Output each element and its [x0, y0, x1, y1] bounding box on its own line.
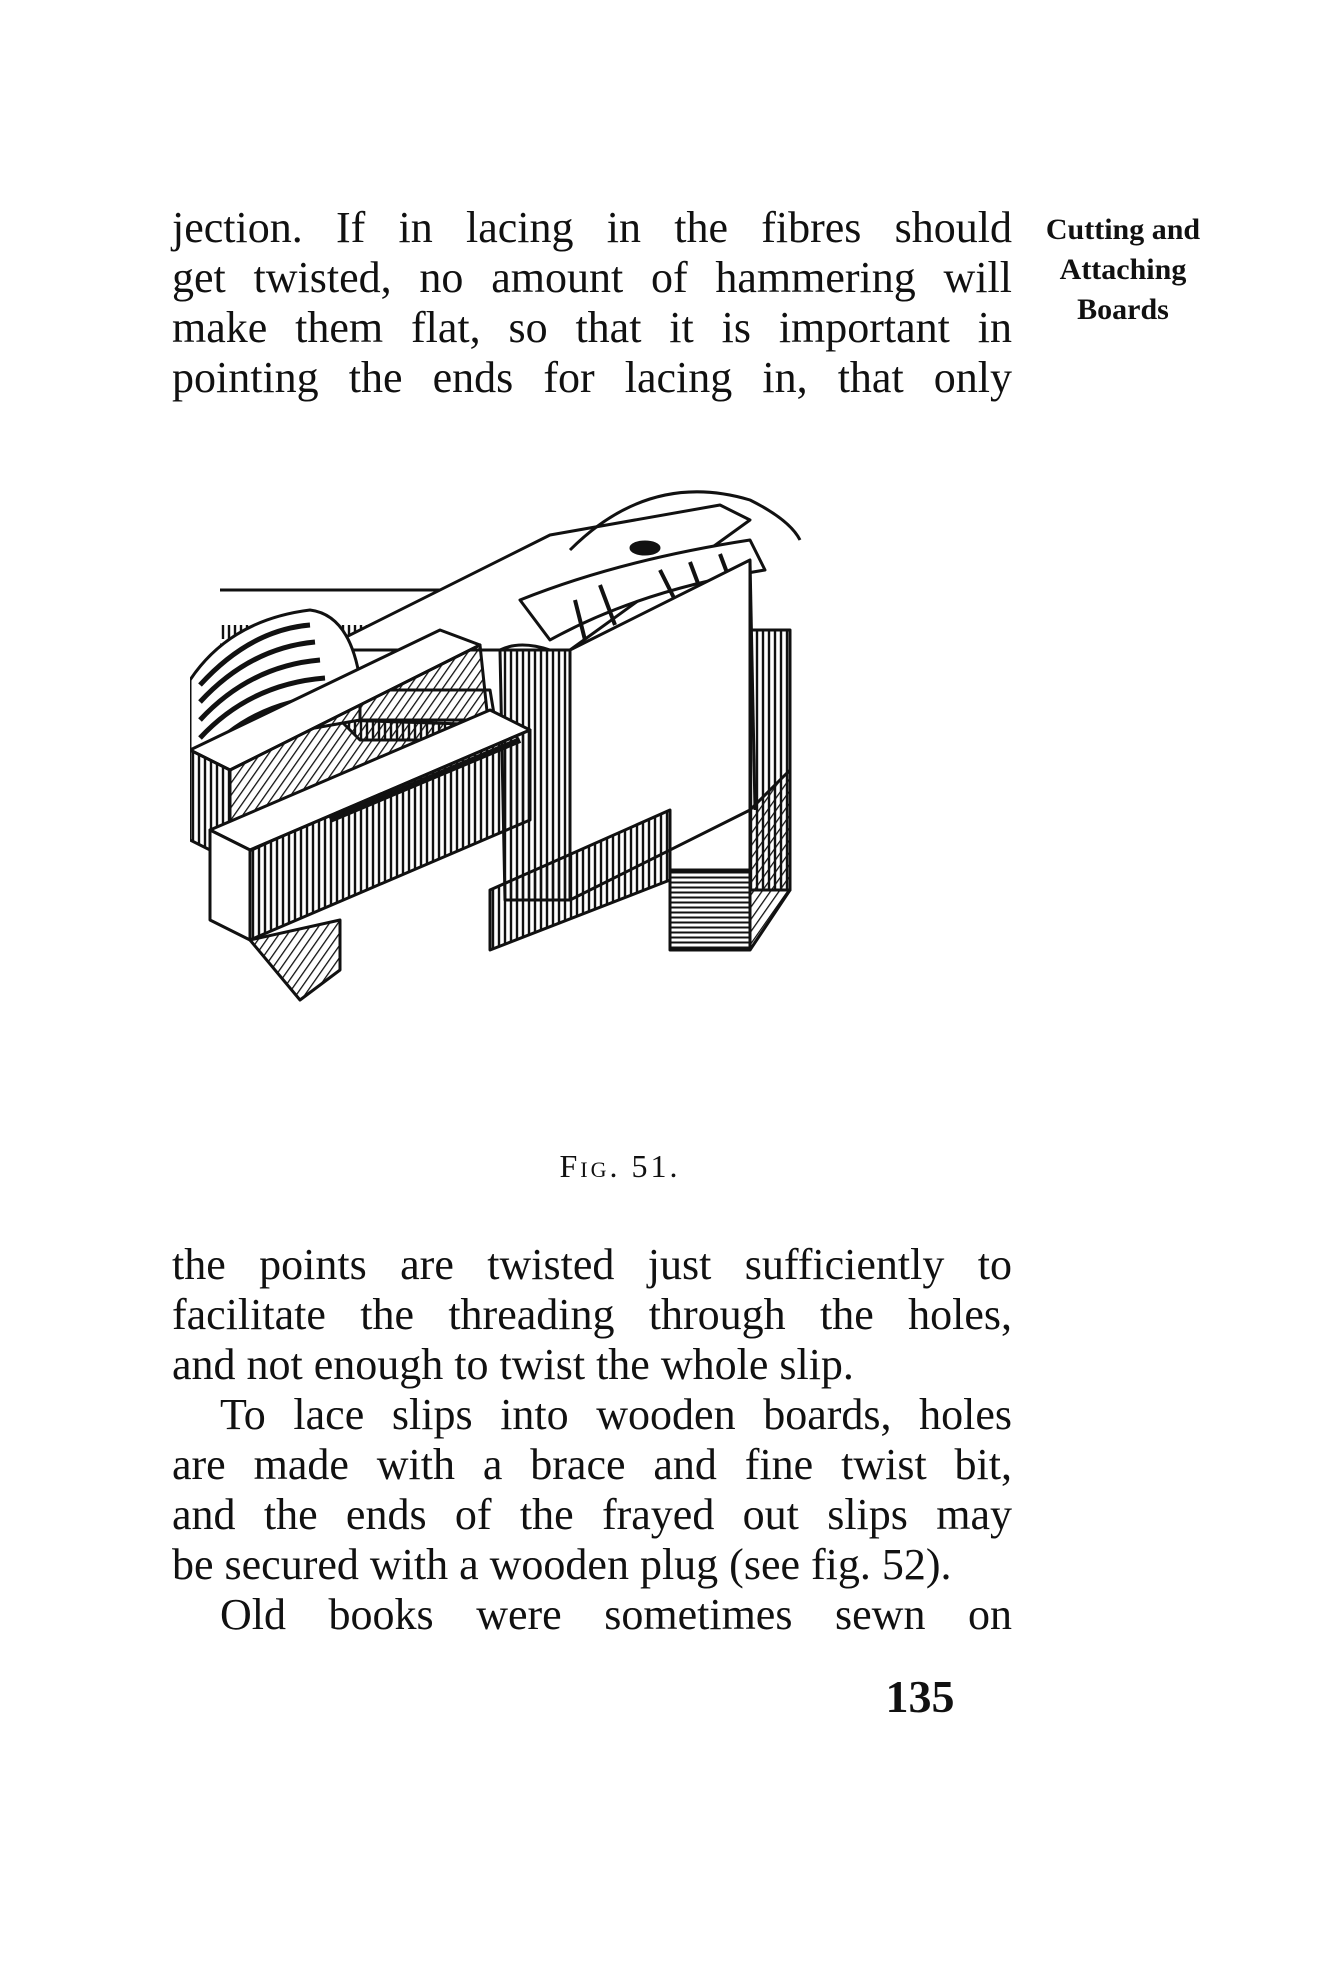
figure-51: [190, 450, 1010, 1150]
text-line: Old books were sometimes sewn on: [220, 1590, 1012, 1639]
margin-note: [1028, 210, 1218, 330]
text-line: and the ends of the frayed out slips may: [172, 1490, 1012, 1539]
text-line: jection. If in lacing in the fibres should: [172, 203, 1012, 252]
text-line: and not enough to twist the whole slip.: [172, 1340, 854, 1389]
figure-caption: Fig. 51.: [559, 1148, 681, 1184]
text-line: facilitate the threading through the holes,: [172, 1290, 1012, 1339]
text-line: get twisted, no amount of hammering will: [172, 253, 1012, 302]
text-line: the points are twisted just sufficiently to: [172, 1240, 1012, 1289]
book-in-press-illustration: [190, 450, 1010, 1150]
text-line: be secured with a wooden plug (see fig. 52).: [172, 1540, 952, 1589]
text-line: are made with a brace and fine twist bit,: [172, 1440, 1012, 1489]
paragraph-top: [172, 203, 1012, 403]
margin-note-line: Attaching: [1059, 253, 1187, 286]
text-line: To lace slips into wooden boards, holes: [220, 1390, 1012, 1439]
text-line: pointing the ends for lacing in, that only: [172, 353, 1012, 402]
margin-note-line: Boards: [1077, 293, 1169, 326]
paragraph-bottom: [172, 1240, 1012, 1640]
text-line: make them flat, so that it is important in: [172, 303, 1012, 352]
margin-note-line: Cutting and: [1045, 213, 1201, 246]
page-number: 135: [885, 1671, 955, 1722]
